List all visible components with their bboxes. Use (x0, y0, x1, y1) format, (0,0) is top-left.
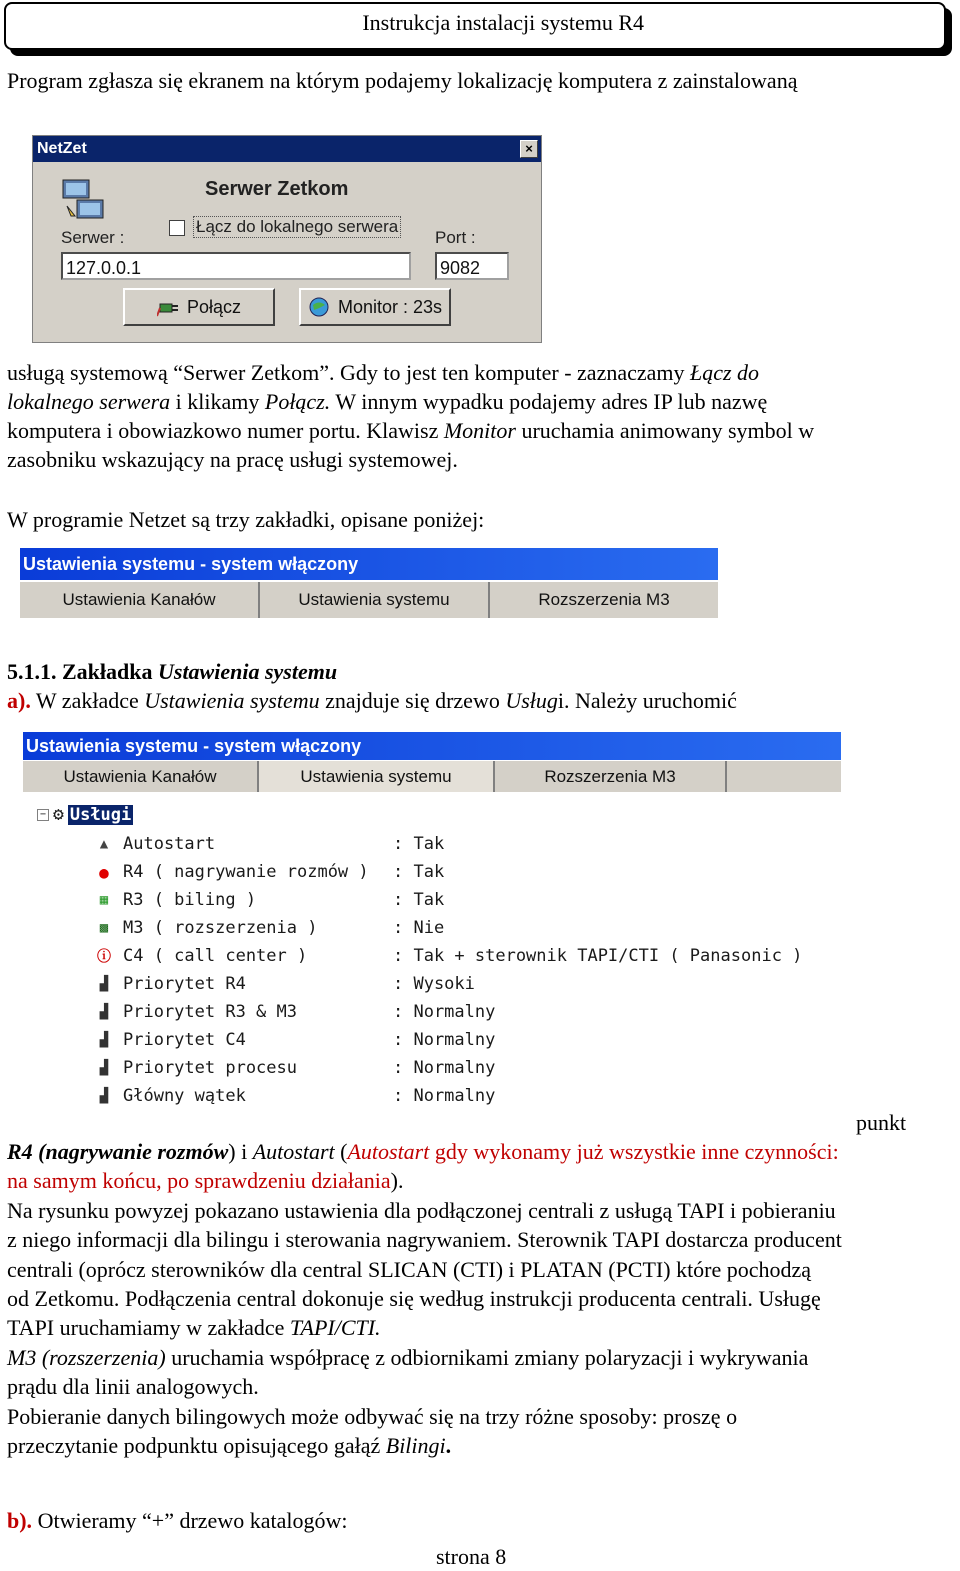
priority-icon: ▟ (99, 1004, 109, 1020)
tree-root-label[interactable]: Usługi (69, 804, 132, 825)
server-label: Serwer : (61, 228, 125, 247)
tab-strip-2 (23, 761, 841, 792)
tab-strip (20, 582, 718, 618)
collapse-icon[interactable]: − (37, 809, 49, 821)
priority-icon: ▟ (99, 1088, 109, 1104)
port-input[interactable]: 9082 (435, 252, 509, 280)
tab-m3-extensions[interactable]: Rozszerzenia M3 (538, 590, 670, 609)
monitor-button[interactable] (299, 288, 451, 326)
para1-line3: komputera i obowiazkowo numer portu. Klawisz Monitor uruchamia animowany symbol w (7, 418, 815, 443)
netzet-dialog (32, 135, 542, 343)
tab-system-settings[interactable]: Ustawienia systemu (260, 582, 490, 618)
tree-item[interactable]: ▟ Priorytet R4 : Wysoki (93, 970, 475, 998)
services-tree (23, 792, 841, 1114)
connect-button[interactable] (123, 288, 275, 326)
intro-text: Program zgłasza się ekranem na którym podajemy lokalizację komputera z zainstalowaną (7, 68, 798, 93)
billing-icon: ▦ (99, 892, 109, 908)
tab-system-settings[interactable]: Ustawienia systemu (259, 761, 495, 792)
dialog-title: NetZet (37, 140, 87, 157)
port-label: Port : (435, 228, 476, 247)
tab-channel-settings[interactable]: Ustawienia Kanałów (23, 761, 259, 792)
para6-line2: przeczytanie podpunktu opisującego gałąź Bilingi. (7, 1433, 452, 1458)
line-b: b). Otwieramy “+” drzewo katalogów: (7, 1508, 348, 1533)
local-server-checkbox-label[interactable]: Łącz do lokalnego serwera (193, 216, 401, 238)
tree-item[interactable]: ▟ Priorytet procesu : Normalny (93, 1054, 495, 1082)
tree-item[interactable]: ▲ Autostart : Tak (93, 830, 444, 858)
para1-line4: zasobniku wskazujący na pracę usługi systemowej. (7, 447, 458, 472)
extensions-icon: ▩ (99, 920, 109, 936)
tab-m3-extensions[interactable]: Rozszerzenia M3 (495, 761, 727, 792)
tab-channel-settings[interactable]: Ustawienia Kanałów (20, 582, 260, 618)
para5-line1: M3 (rozszerzenia) uruchamia współpracę z odbiornikami zmiany polaryzacji i wykrywania (7, 1345, 809, 1370)
tree-item[interactable]: ⓘ C4 ( call center ) : Tak + sterownik TAPI/CTI ( Panasonic ) (93, 942, 802, 970)
para4-line4: od Zetkomu. Podłączenia central dokonuje się według instrukcji producenta centrali. Usługę (7, 1286, 821, 1311)
tree-item[interactable]: ▦ R3 ( biling ) : Tak (93, 886, 444, 914)
priority-icon: ▟ (99, 1060, 109, 1076)
tree-root[interactable] (37, 804, 133, 825)
page-number: strona 8 (436, 1544, 507, 1569)
para4-line2: z niego informacji dla bilingu i sterowania nagrywaniem. Sterownik TAPI dostarcza producent (7, 1227, 842, 1252)
autostart-icon: ▲ (99, 836, 109, 852)
page-header (4, 2, 946, 50)
tree-item[interactable]: ▟ Priorytet C4 : Normalny (93, 1026, 495, 1054)
record-icon: ● (99, 862, 109, 882)
para4-line1: Na rysunku powyzej pokazano ustawienia dla podłączonej centrali z usługą TAPI i pobieraniu (7, 1198, 836, 1223)
priority-icon: ▟ (99, 976, 109, 992)
monitor-label: Monitor : 23s (337, 296, 443, 317)
connect-label: Połącz (186, 296, 242, 317)
para1-line2: lokalnego serwera i klikamy Połącz. W innym wypadku podajemy adres IP lub nazwę (7, 389, 768, 414)
para2-text: W programie Netzet są trzy zakładki, opisane poniżej: (7, 507, 485, 532)
para3-line2: na samym końcu, po sprawdzeniu działania). (7, 1168, 404, 1193)
dialog-heading: Serwer Zetkom (205, 178, 349, 200)
close-icon[interactable]: × (520, 140, 538, 158)
server-input[interactable]: 127.0.0.1 (61, 252, 411, 280)
gears-icon: ⚙ (53, 804, 64, 825)
header-title: Instrukcja instalacji systemu R4 (362, 10, 644, 35)
settings-window-title: Ustawienia systemu - system włączony (20, 548, 718, 580)
tree-item[interactable]: ▟ Priorytet R3 & M3 : Normalny (93, 998, 495, 1026)
tree-item[interactable]: ▩ M3 ( rozszerzenia ) : Nie (93, 914, 444, 942)
plug-icon (157, 296, 179, 318)
para5-line2: prądu dla linii analogowych. (7, 1374, 259, 1399)
info-icon: ⓘ (97, 949, 111, 965)
para4-line5: TAPI uruchamiamy w zakładce TAPI/CTI. (7, 1315, 381, 1340)
para6-line1: Pobieranie danych bilingowych może odbywać się na trzy różne sposoby: proszę o (7, 1404, 738, 1429)
monitor-globe-icon (308, 296, 330, 318)
para3-line1: R4 (nagrywanie rozmów) i Autostart (Autostart gdy wykonamy już wszystkie inne czynności: (7, 1139, 839, 1164)
section-heading: 5.1.1. Zakładka Ustawienia systemu (7, 659, 338, 684)
tree-item[interactable]: ▟ Główny wątek : Normalny (93, 1082, 495, 1110)
line-a: a). W zakładce Ustawienia systemu znajduje się drzewo Usługi. Należy uruchomić (7, 688, 737, 713)
priority-icon: ▟ (99, 1032, 109, 1048)
dialog-titlebar (33, 136, 541, 162)
para1-line1: usługą systemową “Serwer Zetkom”. Gdy to jest ten komputer - zaznaczamy Łącz do (7, 360, 760, 385)
para4-line3: centrali (oprócz sterowników dla central SLICAN (CTI) i PLATAN (PCTI) które pochodzą (7, 1257, 812, 1282)
server-computer-icon (59, 176, 107, 224)
services-window-title: Ustawienia systemu - system włączony (23, 732, 841, 760)
tree-item[interactable]: ● R4 ( nagrywanie rozmów ) : Tak (93, 858, 444, 886)
local-server-checkbox[interactable] (169, 220, 185, 236)
punkt-text: punkt (856, 1110, 907, 1135)
